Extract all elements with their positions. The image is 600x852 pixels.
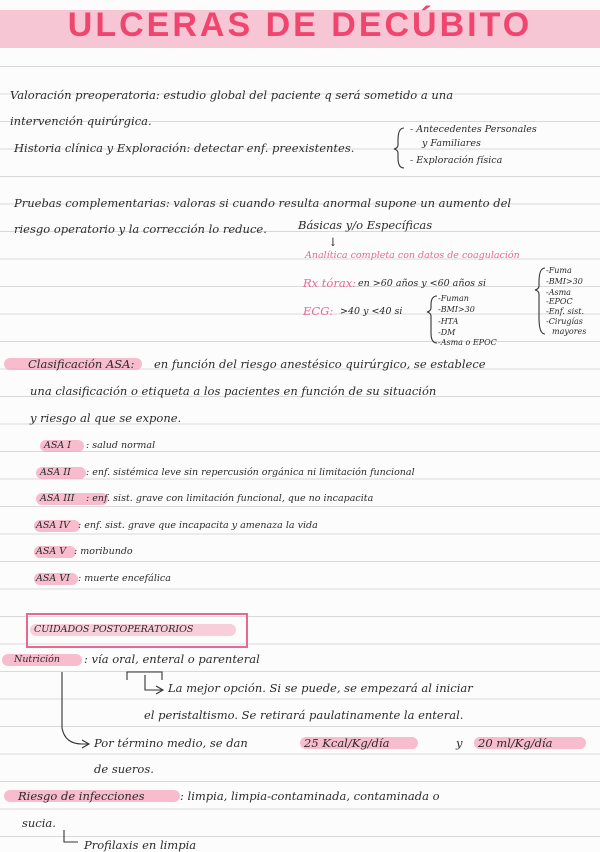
kcal-value: 25 Kcal/Kg/día [304, 736, 390, 750]
ecg-label: ECG: [303, 304, 334, 318]
rx-text: en >60 años y <60 años si [358, 278, 486, 289]
ecg-condition: -Fuman [438, 294, 469, 303]
rx-condition: -BMI>30 [546, 277, 583, 286]
rx-condition: -Enf. sist. [546, 307, 584, 316]
sucia: sucia. [22, 816, 56, 830]
historia-branch-1b: y Familiares [422, 138, 481, 149]
mejor-arrowhead [156, 686, 163, 694]
rx-condition: -Asma [546, 288, 571, 297]
sucia-arrow [64, 830, 78, 842]
asa-desc: : enf. sist. grave que incapacita y amenaza la vida [78, 520, 318, 531]
pruebas-types: Básicas y/o Específicas [298, 218, 433, 232]
pruebas-line-2: riesgo operatorio y la corrección lo reduce. [14, 222, 267, 236]
historia-bracket [394, 128, 404, 168]
ecg-condition: -DM [438, 328, 456, 337]
asa-code: ASA V [36, 546, 67, 557]
rx-condition: -Fuma [546, 266, 572, 275]
rx-condition: -Cirugías [546, 317, 583, 326]
profilaxis-cutoff: Profilaxis en limpia [84, 838, 197, 852]
asa-desc: : muerte encefálica [78, 573, 171, 584]
ecg-condition: -HTA [438, 317, 459, 326]
rx-label: Rx tórax: [303, 276, 357, 290]
valoracion-line-2: intervención quirúrgica. [10, 114, 152, 128]
rx-condition: -EPOC [546, 297, 573, 306]
asa-heading: Clasificación ASA: [28, 357, 135, 371]
nutricion-line-a: La mejor opción. Si se puede, se empezará al iniciar [168, 681, 473, 695]
historia-label: Historia clínica y Exploración: detectar enf. preexistentes. [14, 141, 355, 155]
ecg-bracket [427, 296, 437, 343]
nutricion-text: : vía oral, enteral o parenteral [84, 652, 260, 666]
medio-pre: Por término medio, se dan [94, 736, 248, 750]
cuidados-heading: CUIDADOS POSTOPERATORIOS [34, 624, 194, 635]
rx-bracket [535, 268, 545, 334]
nutricion-line-b: el peristaltismo. Se retirará paulatinamente la enteral. [144, 708, 464, 722]
riesgo-text: : limpia, limpia-contaminada, contaminada o [180, 789, 440, 803]
asa-line-2: una clasificación o etiqueta a los pacientes en función de su situación [30, 384, 437, 398]
historia-branch-1a: - Antecedentes Personales [410, 124, 537, 135]
oral-bracket [127, 672, 162, 680]
asa-line-3: y riesgo al que se expone. [30, 411, 182, 425]
parenteral-arrowhead [82, 740, 89, 748]
asa-desc: : enf. sistémica leve sin repercusión orgánica ni limitación funcional [86, 467, 415, 478]
asa-code: ASA I [44, 440, 72, 451]
sueros: de sueros. [94, 762, 154, 776]
medio-mid: y [456, 736, 463, 750]
asa-desc: : salud normal [86, 440, 156, 451]
ecg-condition: -Asma o EPOC [438, 338, 497, 347]
asa-code: ASA IV [36, 520, 70, 531]
ecg-condition: -BMI>30 [438, 305, 475, 314]
nutricion-label: Nutrición [14, 654, 61, 665]
asa-line-1: en función del riesgo anestésico quirúrgico, se establece [154, 357, 486, 371]
parenteral-arrow [62, 672, 88, 744]
ml-value: 20 ml/Kg/día [478, 736, 553, 750]
asa-desc: : moribundo [74, 546, 133, 557]
ecg-text: >40 y <40 si [340, 306, 403, 317]
mejor-arrow [145, 675, 162, 690]
asa-desc: : enf. sist. grave con limitación funcional, que no incapacita [86, 493, 374, 504]
page-title: ULCERAS DE DECÚBITO [67, 6, 533, 44]
valoracion-line-1: Valoración preoperatoria: estudio global del paciente q será sometido a una [10, 88, 454, 102]
rx-condition: mayores [552, 327, 587, 336]
pruebas-arrow: ↓ [328, 235, 338, 249]
historia-branch-2: - Exploración física [410, 155, 503, 166]
asa-code: ASA III [40, 493, 75, 504]
asa-code: ASA II [40, 467, 71, 478]
analitica: Analítica completa con datos de coagulación [305, 250, 520, 261]
riesgo-label: Riesgo de infecciones [18, 789, 145, 803]
pruebas-line-1: Pruebas complementarias: valoras si cuando resulta anormal supone un aumento del [14, 196, 512, 210]
asa-code: ASA VI [36, 573, 70, 584]
